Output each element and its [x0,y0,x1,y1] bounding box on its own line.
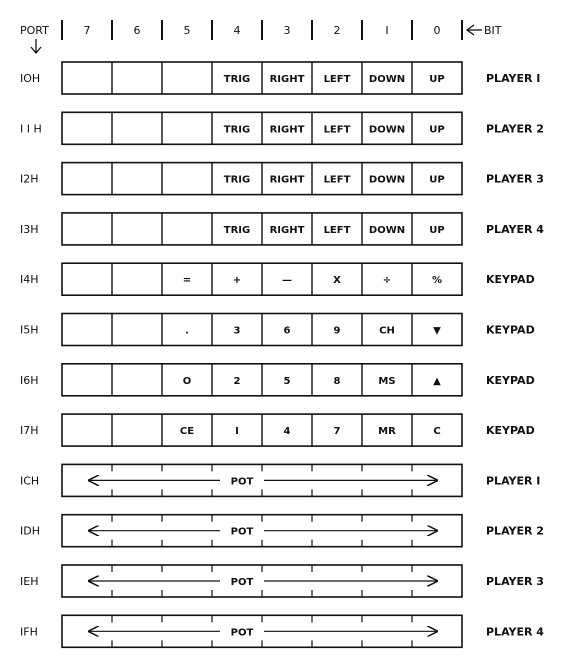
bit-number: 6 [133,24,141,37]
bit-cell-label: ▼ [433,325,441,337]
bit-number: 3 [283,24,291,37]
bit-cell-label: LEFT [323,124,351,136]
pot-label: POT [230,476,254,488]
bit-cell-label: TRIG [223,124,251,136]
register-description: PLAYER 3 [486,172,544,186]
port-address: I I H [20,122,42,136]
bit-cell-label: MS [378,375,396,387]
bit-cell-label: — [282,275,292,287]
register-description: PLAYER I [486,72,541,85]
bit-cell-label: RIGHT [269,74,305,85]
port-address: I5H [20,323,39,337]
register-description: PLAYER 4 [486,222,544,236]
bit-cell-label: C [433,426,441,438]
bit-cell-label: 4 [283,426,291,438]
bit-number: I [385,24,389,37]
bit-cell-label: 7 [333,426,341,438]
bit-cell-label: UP [429,74,445,85]
port-address: I6H [20,373,39,387]
port-address: I3H [20,222,39,236]
bit-cell-label: ÷ [382,275,392,287]
bit-cell-label: TRIG [223,224,251,236]
bit-cell-label: % [431,275,443,287]
bit-cell-label: TRIG [223,74,251,85]
port-address: I7H [20,424,39,438]
register-description: KEYPAD [486,373,535,387]
bit-number: 4 [233,24,241,37]
bit-cell-label: TRIG [223,174,251,186]
bit-cell-label: = [182,275,192,287]
bit-number: 0 [433,24,441,37]
port-address: IEH [20,575,39,588]
register-description: PLAYER 4 [486,625,544,639]
bit-cell-label: . [185,325,189,337]
bit-cell-label: O [182,375,192,387]
bit-cell-label: LEFT [323,74,351,85]
port-address: IDH [20,524,40,538]
bit-cell-label: ▲ [433,375,441,387]
bit-cell-label: + [232,275,242,287]
port-header-label: PORT [20,24,49,37]
bit-cell-label: 9 [333,325,341,337]
register-description: KEYPAD [486,273,535,287]
register-description: KEYPAD [486,323,535,337]
port-address: IOH [20,72,41,85]
bit-cell-label: DOWN [368,224,406,236]
port-address: ICH [20,474,40,488]
bit-cell-label: LEFT [323,224,351,236]
bit-cell-label: RIGHT [269,224,305,236]
bit-number: 7 [83,24,91,37]
register-description: PLAYER 2 [486,524,544,538]
bit-number: 2 [333,24,341,37]
bit-cell-label: MR [378,426,396,438]
bit-cell-label: 8 [333,375,341,387]
bit-cell-label: DOWN [368,74,406,85]
bit-cell-label: UP [429,224,445,236]
port-address: IFH [20,625,38,639]
bit-cell-label: 6 [283,325,291,337]
bit-cell-label: CE [179,426,195,438]
port-address: I2H [20,172,39,186]
bit-cell-label: LEFT [323,174,351,186]
register-description: PLAYER 3 [486,575,544,588]
bit-cell-label: CH [379,325,395,337]
bit-cell-label: 3 [233,325,241,337]
bit-cell-label: RIGHT [269,124,305,136]
bit-header-label: BIT [484,24,502,37]
bit-number: 5 [183,24,191,37]
pot-label: POT [230,526,254,538]
register-description: PLAYER I [486,474,541,488]
bit-cell-label: 2 [233,375,241,387]
bit-cell-label: 5 [283,375,291,387]
register-description: PLAYER 2 [486,122,544,136]
bit-cell-label: UP [429,124,445,136]
bit-cell-label: DOWN [368,174,406,186]
pot-label: POT [230,627,254,639]
bit-cell-label: DOWN [368,124,406,136]
bit-cell-label: I [235,426,239,438]
register-description: KEYPAD [486,424,535,438]
bit-cell-label: UP [429,174,445,186]
bit-cell-label: RIGHT [269,174,305,186]
pot-label: POT [230,577,254,588]
port-address: I4H [20,273,39,287]
bit-cell-label: X [333,275,341,287]
